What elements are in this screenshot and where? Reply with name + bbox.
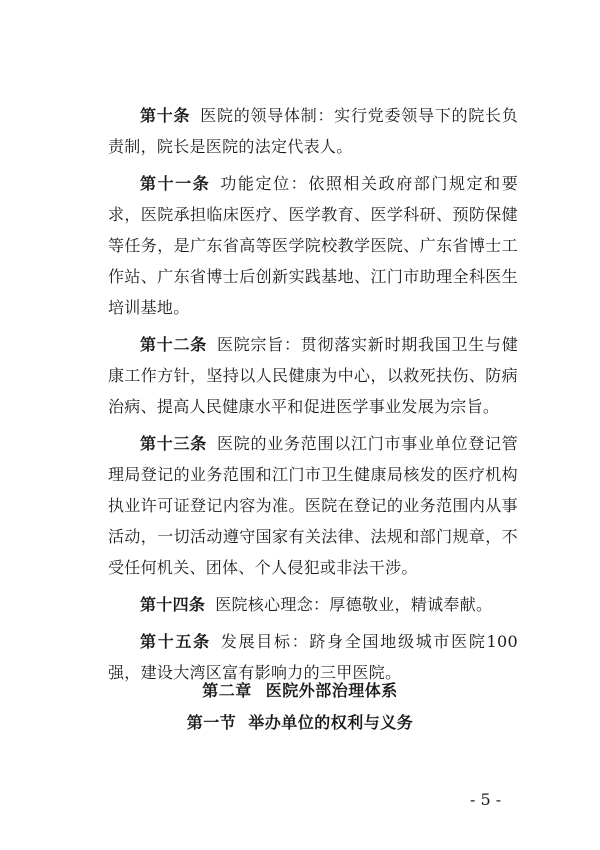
article-text: 功能定位：依照相关政府部门规定和要求，医院承担临床医疗、医学教育、医学科研、预防保健等任务，是广东省高等医学院校教学医院、广东省博士工作站、广东省博士后创新实践基地、江门市助理全科医生培训基地。	[108, 174, 518, 317]
article-11	[108, 168, 518, 323]
section-title: 举办单位的权利与义务	[248, 713, 414, 732]
article-12	[108, 329, 518, 422]
article-14	[108, 589, 518, 620]
article-label: 第十二条	[140, 335, 207, 354]
chapter-number: 第二章	[202, 681, 252, 700]
article-label: 第十三条	[140, 434, 207, 453]
article-10	[108, 100, 518, 162]
article-text: 医院的业务范围以江门市事业单位登记管理局登记的业务范围和江门市卫生健康局核发的医疗机构执业许可证登记内容为准。医院在登记的业务范围内从事活动，一切活动遵守国家有关法律、法规和部门规章，不受任何机关、团体、个人侵犯或非法干涉。	[108, 434, 519, 577]
section-heading	[0, 710, 600, 733]
article-label: 第十四条	[140, 595, 206, 614]
article-label: 第十五条	[140, 632, 211, 651]
body-text	[108, 100, 518, 688]
article-text: 医院的领导体制：实行党委领导下的院长负责制，院长是医院的法定代表人。	[108, 106, 518, 156]
chapter-heading	[0, 678, 600, 701]
page-number: - 5 -	[470, 790, 502, 809]
article-label: 第十一条	[140, 174, 211, 193]
chapter-title: 医院外部治理体系	[265, 681, 398, 700]
article-label: 第十条	[140, 106, 191, 125]
section-number: 第一节	[186, 713, 237, 732]
article-text: 医院核心理念：厚德敬业，精诚奉献。	[215, 595, 493, 614]
article-text: 发展目标：跻身全国地级城市医院100强，建设大湾区富有影响力的三甲医院。	[108, 632, 518, 682]
article-text: 医院宗旨：贯彻落实新时期我国卫生与健康工作方针，坚持以人民健康为中心，以救死扶伤、防病治病、提高人民健康水平和促进医学事业发展为宗旨。	[108, 335, 519, 416]
article-13	[108, 428, 518, 583]
